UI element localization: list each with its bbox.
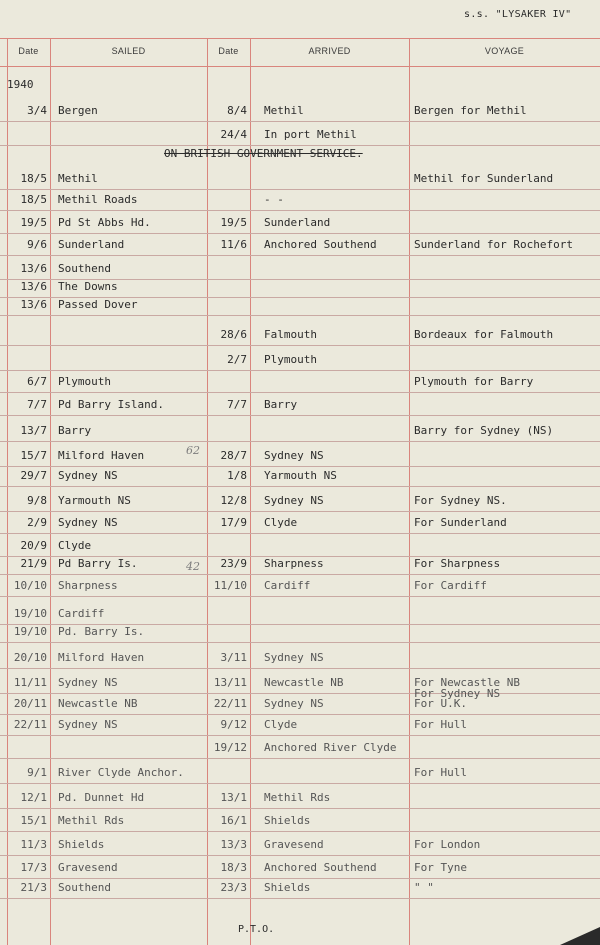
- sailed-port: Milford Haven: [58, 449, 145, 462]
- date-arrived: 9/12: [220, 718, 247, 731]
- voyage-desc: For Sunderland: [414, 516, 507, 529]
- row-rule: [0, 210, 600, 211]
- sailed-port: Sydney NS: [58, 516, 118, 529]
- date-sailed: 3/4: [27, 104, 47, 117]
- arrived-port: Falmouth: [264, 328, 317, 341]
- arrived-port: Sydney NS: [264, 449, 324, 462]
- voyage-desc: For Hull: [414, 718, 467, 731]
- arrived-port: Anchored Southend: [264, 238, 377, 251]
- date-sailed: 11/3: [20, 838, 47, 851]
- voyage-desc: For Hull: [414, 766, 467, 779]
- margin-mark: 62: [186, 444, 200, 457]
- header-top-rule: [0, 38, 600, 39]
- sailed-port: Passed Dover: [58, 298, 138, 311]
- sailed-port: Newcastle NB: [58, 697, 138, 710]
- voyage-desc: " ": [414, 881, 434, 894]
- date-sailed: 6/7: [27, 375, 47, 388]
- arrived-port: Gravesend: [264, 838, 324, 851]
- date-arrived: 13/11: [213, 676, 247, 689]
- date-sailed: 20/9: [20, 539, 47, 552]
- date-sailed: 2/9: [27, 516, 47, 529]
- row-rule: [0, 415, 600, 416]
- voyage-desc: For Newcastle NB: [414, 676, 520, 689]
- row-rule: [0, 533, 600, 534]
- col-header-arrived: ARRIVED: [308, 46, 351, 56]
- date-arrived: 22/11: [213, 697, 247, 710]
- date-sailed: 19/5: [20, 216, 47, 229]
- date-sailed: 7/7: [27, 398, 47, 411]
- row-rule: [0, 642, 600, 643]
- date-sailed: 29/7: [20, 469, 47, 482]
- sailed-port: Sunderland: [58, 238, 125, 251]
- row-rule: [0, 145, 600, 146]
- voyage-desc: For Sharpness: [414, 557, 501, 570]
- date-arrived: 19/12: [213, 741, 247, 754]
- date-sailed: 18/5: [20, 172, 47, 185]
- arrived-port: Newcastle NB: [264, 676, 344, 689]
- arrived-port: Methil: [264, 104, 304, 117]
- date-arrived: 19/5: [220, 216, 247, 229]
- row-rule: [0, 855, 600, 856]
- row-rule: [0, 345, 600, 346]
- date-sailed: 10/10: [13, 579, 47, 592]
- sailed-port: Milford Haven: [58, 651, 145, 664]
- row-rule: [0, 466, 600, 467]
- row-rule: [0, 255, 600, 256]
- row-rule: [0, 831, 600, 832]
- date-sailed: 9/6: [27, 238, 47, 251]
- date-sailed: 17/3: [20, 861, 47, 874]
- sailed-port: Sydney NS: [58, 676, 118, 689]
- date-arrived: 23/3: [220, 881, 247, 894]
- row-rule: [0, 121, 600, 122]
- row-rule: [0, 878, 600, 879]
- date-sailed: 11/11: [13, 676, 47, 689]
- sailed-port: Pd. Barry Is.: [58, 625, 145, 638]
- col-header-date-sailed: Date: [18, 46, 39, 56]
- date-arrived: 18/3: [220, 861, 247, 874]
- voyage-desc: Bordeaux for Falmouth: [414, 328, 554, 341]
- voyage-desc: For Cardiff: [414, 579, 487, 592]
- voyage-desc: Methil for Sunderland: [414, 172, 554, 185]
- year-entry: 1940: [7, 78, 34, 91]
- date-arrived: 7/7: [227, 398, 247, 411]
- sailed-port: Bergen: [58, 104, 98, 117]
- ship-header: s.s. "LYSAKER IV": [464, 9, 572, 20]
- row-rule: [0, 758, 600, 759]
- voyage-desc: Sunderland for Rochefort: [414, 238, 573, 251]
- sailed-port: Barry: [58, 424, 92, 437]
- voyage-desc: For Tyne: [414, 861, 467, 874]
- sailed-port: Methil: [58, 172, 98, 185]
- date-sailed: 13/7: [20, 424, 47, 437]
- date-arrived: 28/6: [220, 328, 247, 341]
- arrived-port: Sydney NS: [264, 697, 324, 710]
- date-arrived: 28/7: [220, 449, 247, 462]
- arrived-port: Yarmouth NS: [264, 469, 337, 482]
- page-corner-shadow: [560, 927, 600, 945]
- sailed-port: Pd Barry Island.: [58, 398, 164, 411]
- page-footer: P.T.O.: [238, 924, 275, 935]
- date-arrived: 11/6: [220, 238, 247, 251]
- row-rule: [0, 486, 600, 487]
- date-arrived: 24/4: [220, 128, 247, 141]
- date-sailed: 13/6: [20, 262, 47, 275]
- row-rule: [0, 668, 600, 669]
- arrived-port: Sunderland: [264, 216, 331, 229]
- row-rule: [0, 315, 600, 316]
- date-arrived: 8/4: [227, 104, 247, 117]
- voyage-desc: Plymouth for Barry: [414, 375, 534, 388]
- date-arrived: 16/1: [220, 814, 247, 827]
- arrived-port: Shields: [264, 814, 311, 827]
- arrived-port: Cardiff: [264, 579, 311, 592]
- sailed-port: Southend: [58, 262, 111, 275]
- arrived-port: Sydney NS: [264, 494, 324, 507]
- date-arrived: 2/7: [227, 353, 247, 366]
- voyage-desc: Bergen for Methil: [414, 104, 527, 117]
- row-rule: [0, 441, 600, 442]
- sailed-port: The Downs: [58, 280, 118, 293]
- sailed-port: Methil Rds: [58, 814, 125, 827]
- date-sailed: 22/11: [13, 718, 47, 731]
- arrived-port: Methil Rds: [264, 791, 331, 804]
- date-arrived: 3/11: [220, 651, 247, 664]
- row-rule: [0, 189, 600, 190]
- date-sailed: 21/9: [20, 557, 47, 570]
- sailed-port: Pd Barry Is.: [58, 557, 138, 570]
- row-rule: [0, 898, 600, 899]
- government-service-note: ON BRITISH GOVERNMENT SERVICE.: [164, 147, 363, 160]
- arrived-port: Anchored River Clyde: [264, 741, 397, 754]
- voyage-desc: For Sydney NS.: [414, 494, 507, 507]
- date-arrived: 13/1: [220, 791, 247, 804]
- arrived-port: Clyde: [264, 516, 298, 529]
- voyage-desc: For London: [414, 838, 481, 851]
- sailed-port: Methil Roads: [58, 193, 138, 206]
- sailed-port: Shields: [58, 838, 105, 851]
- voyage-desc: For Sydney NS For U.K.: [414, 687, 501, 710]
- sailed-port: Yarmouth NS: [58, 494, 131, 507]
- sailed-port: Southend: [58, 881, 111, 894]
- sailed-port: Pd. Dunnet Hd: [58, 791, 145, 804]
- arrived-port: Sydney NS: [264, 651, 324, 664]
- arrived-port: Shields: [264, 881, 311, 894]
- sailed-port: Gravesend: [58, 861, 118, 874]
- date-sailed: 12/1: [20, 791, 47, 804]
- col-header-date-arrived: Date: [218, 46, 239, 56]
- sailed-port: Sydney NS: [58, 718, 118, 731]
- date-sailed: 20/11: [13, 697, 47, 710]
- arrived-port: Sharpness: [264, 557, 324, 570]
- arrived-port: Anchored Southend: [264, 861, 377, 874]
- row-rule: [0, 735, 600, 736]
- arrived-port: Clyde: [264, 718, 298, 731]
- date-sailed: 19/10: [13, 607, 47, 620]
- arrived-port: - -: [264, 193, 284, 206]
- date-sailed: 15/1: [20, 814, 47, 827]
- arrived-port: Barry: [264, 398, 298, 411]
- date-arrived: 23/9: [220, 557, 247, 570]
- sailed-port: Pd St Abbs Hd.: [58, 216, 151, 229]
- sailed-port: Sharpness: [58, 579, 118, 592]
- margin-mark: 42: [186, 560, 200, 573]
- date-sailed: 13/6: [20, 298, 47, 311]
- row-rule: [0, 392, 600, 393]
- date-sailed: 9/1: [27, 766, 47, 779]
- row-rule: [0, 714, 600, 715]
- sailed-port: Plymouth: [58, 375, 111, 388]
- date-sailed: 19/10: [13, 625, 47, 638]
- voyage-desc: Barry for Sydney (NS): [414, 424, 554, 437]
- date-sailed: 20/10: [13, 651, 47, 664]
- sailed-port: River Clyde Anchor.: [58, 766, 184, 779]
- row-rule: [0, 808, 600, 809]
- date-sailed: 9/8: [27, 494, 47, 507]
- date-arrived: 12/8: [220, 494, 247, 507]
- header-bottom-rule: [0, 66, 600, 67]
- date-sailed: 13/6: [20, 280, 47, 293]
- row-rule: [0, 783, 600, 784]
- date-sailed: 21/3: [20, 881, 47, 894]
- date-arrived: 17/9: [220, 516, 247, 529]
- row-rule: [0, 596, 600, 597]
- row-rule: [0, 511, 600, 512]
- date-sailed: 15/7: [20, 449, 47, 462]
- row-rule: [0, 370, 600, 371]
- sailed-port: Cardiff: [58, 607, 105, 620]
- arrived-port: In port Methil: [264, 128, 357, 141]
- sailed-port: Clyde: [58, 539, 92, 552]
- date-arrived: 11/10: [213, 579, 247, 592]
- sailed-port: Sydney NS: [58, 469, 118, 482]
- arrived-port: Plymouth: [264, 353, 317, 366]
- date-sailed: 18/5: [20, 193, 47, 206]
- row-rule: [0, 233, 600, 234]
- col-header-voyage: VOYAGE: [484, 46, 525, 56]
- date-arrived: 13/3: [220, 838, 247, 851]
- date-arrived: 1/8: [227, 469, 247, 482]
- col-header-sailed: SAILED: [111, 46, 146, 56]
- row-rule: [0, 574, 600, 575]
